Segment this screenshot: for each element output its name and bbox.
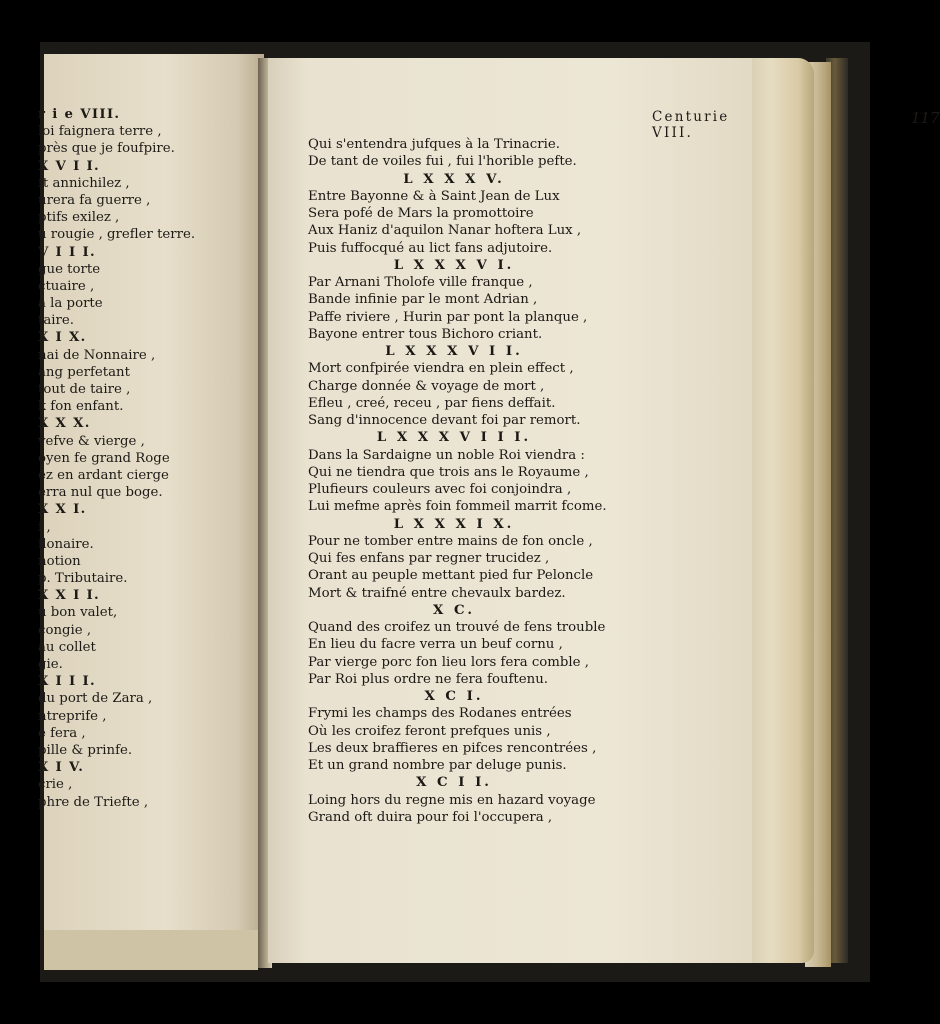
quatrain-number: X I X. (38, 330, 87, 346)
verse-line: nai de Nonnaire , (38, 347, 156, 363)
verse-line: a la porte (38, 296, 103, 312)
verse-line: Lui mefme après foin fommeil marrit fcome. (308, 499, 607, 515)
verse-line: Mort confpirée viendra en plein effect , (308, 361, 574, 377)
verse-line: pille & prinfe. (38, 742, 133, 758)
quatrain-number: X I I I. (38, 674, 96, 690)
quatrain-number: X C I I. (416, 775, 492, 791)
verse-line: u rougie , grefler terre. (38, 227, 196, 243)
verse-line: Sang d'innocence devant foi par remort. (308, 413, 581, 428)
quatrain-number: L X X X V I I. (385, 344, 523, 359)
verse-line: Pour ne tomber entre mains de fon oncle , (308, 533, 593, 549)
verse-line: Bayone entrer tous Bichoro criant. (308, 326, 543, 342)
folded-page-edge (752, 58, 814, 963)
quatrain-number: X C I. (424, 689, 484, 704)
verse-line: u bon valet, (38, 605, 118, 621)
verse-line: notion (38, 553, 81, 569)
verse-line: p. Tributaire. (38, 571, 128, 587)
verse-line: Loing hors du regne mis en hazard voyage (308, 792, 596, 808)
verse-line: Et un grand nombre par deluge punis. (308, 758, 567, 773)
verse-line: au collet (38, 639, 96, 655)
right-page (268, 58, 940, 963)
left-page (38, 54, 264, 968)
verse-line: Bande infinie par le mont Adrian , (308, 292, 538, 308)
right-page-text (308, 136, 768, 826)
quatrain-number: X X I. (38, 502, 87, 518)
verse-line: Aux Haniz d'aquilon Nanar hoftera Lux , (308, 223, 582, 239)
verse-line: ptifs exilez , (38, 210, 120, 226)
verse-line: du port de Zara , (38, 691, 153, 707)
verse-line: Charge donnée & voyage de mort , (308, 378, 545, 394)
verse-line: Qui fes enfans par regner trucidez , (308, 551, 550, 566)
verse-line: vefve & vierge , (38, 433, 145, 449)
verse-line: Les deux braffieres en pifces rencontrées , (308, 740, 597, 756)
quatrain-number: V I I I. (38, 244, 96, 260)
verse-line: k fon enfant. (38, 399, 124, 415)
verse-line: ft annichilez , (38, 175, 130, 191)
verse-line: ang perfetant (38, 364, 130, 380)
quatrain-number: X I V. (38, 760, 85, 776)
verse-line: Mort & traifné entre chevaulx bardez. (308, 585, 566, 601)
verse-line: crie , (38, 777, 73, 793)
verse-line: En lieu du facre verra un beuf cornu , (308, 637, 563, 653)
quatrain-number: L X X X V I I I. (376, 430, 532, 446)
verse-line: i , (38, 519, 51, 535)
quatrain-number: X V I I. (38, 158, 100, 174)
quatrain-number: X X X. (38, 416, 91, 432)
quatrain-number: L X X X V. (403, 171, 505, 187)
verse-line: Plufieurs couleurs avec foi conjoindra , (308, 482, 572, 497)
verse-line: loi faignera terre , (38, 124, 162, 140)
verse-line: Paffe riviere , Hurin par pont la planque , (308, 309, 588, 325)
quatrain-number: L X X X V I. (393, 257, 515, 273)
verse-line: erra nul que boge. (38, 485, 163, 501)
verse-line: Puis fuffocqué au lict fans adjutoire. (308, 240, 553, 256)
verse-line: De tant de voiles fui , fui l'horible pefte. (308, 154, 577, 170)
verse-line: Qui ne tiendra que trois ans le Royaume , (308, 464, 589, 480)
verse-line: urera fa guerre , (38, 192, 151, 208)
verse-line: ntreprife , (38, 708, 107, 724)
left-page-underlayer (44, 930, 258, 970)
quatrain-number: X C. (433, 602, 475, 618)
verse-line: gue torte (38, 261, 101, 277)
verse-line: Orant au peuple mettant pied fur Peloncle (308, 568, 594, 584)
verse-line: Sera pofé de Mars la promottoire (308, 206, 534, 221)
verse-line: ctuaire , (38, 278, 95, 294)
left-page-text (38, 106, 278, 811)
verse-line: Efleu , creé, receu , par fiens deffait. (308, 395, 556, 411)
verse-line: taire. (38, 313, 74, 329)
verse-line: ilonaire. (38, 536, 94, 552)
verse-line: e fera , (38, 725, 86, 741)
verse-line: Par vierge porc fon lieu lors fera comble , (308, 654, 590, 670)
verse-line: Qui s'entendra jufques à la Trinacrie. (308, 137, 560, 152)
quatrain-number: r i e VIII. (38, 107, 121, 122)
quatrain-number: L X X X I X. (393, 516, 515, 532)
verse-line: près que je foufpire. (38, 141, 175, 157)
quatrain-number: X X I I. (38, 588, 100, 604)
verse-line: oyen fe grand Roge (38, 450, 170, 466)
verse-line: Quand des croifez un trouvé de fens trouble (308, 620, 606, 635)
verse-line: Par Roi plus ordre ne fera fouftenu. (308, 671, 548, 687)
verse-line: Grand oft duira pour foi l'occupera , (308, 809, 553, 825)
verse-line: phre de Triefte , (38, 794, 149, 810)
verse-line: ez en ardant cierge (38, 467, 169, 483)
verse-line: Par Arnani Tholofe ville franque , (308, 275, 533, 290)
verse-line: Où les croifez feront prefques unis , (308, 723, 551, 739)
verse-line: tout de taire , (38, 382, 131, 397)
verse-line: gie. (38, 657, 63, 672)
page-number: 117 (911, 109, 940, 127)
running-head: Centurie VIII. (652, 109, 730, 141)
verse-line: Dans la Sardaigne un noble Roi viendra : (308, 447, 585, 463)
verse-line: Entre Bayonne & à Saint Jean de Lux (308, 188, 560, 204)
verse-line: Frymi les champs des Rodanes entrées (308, 706, 572, 722)
verse-line: congie , (38, 622, 92, 638)
